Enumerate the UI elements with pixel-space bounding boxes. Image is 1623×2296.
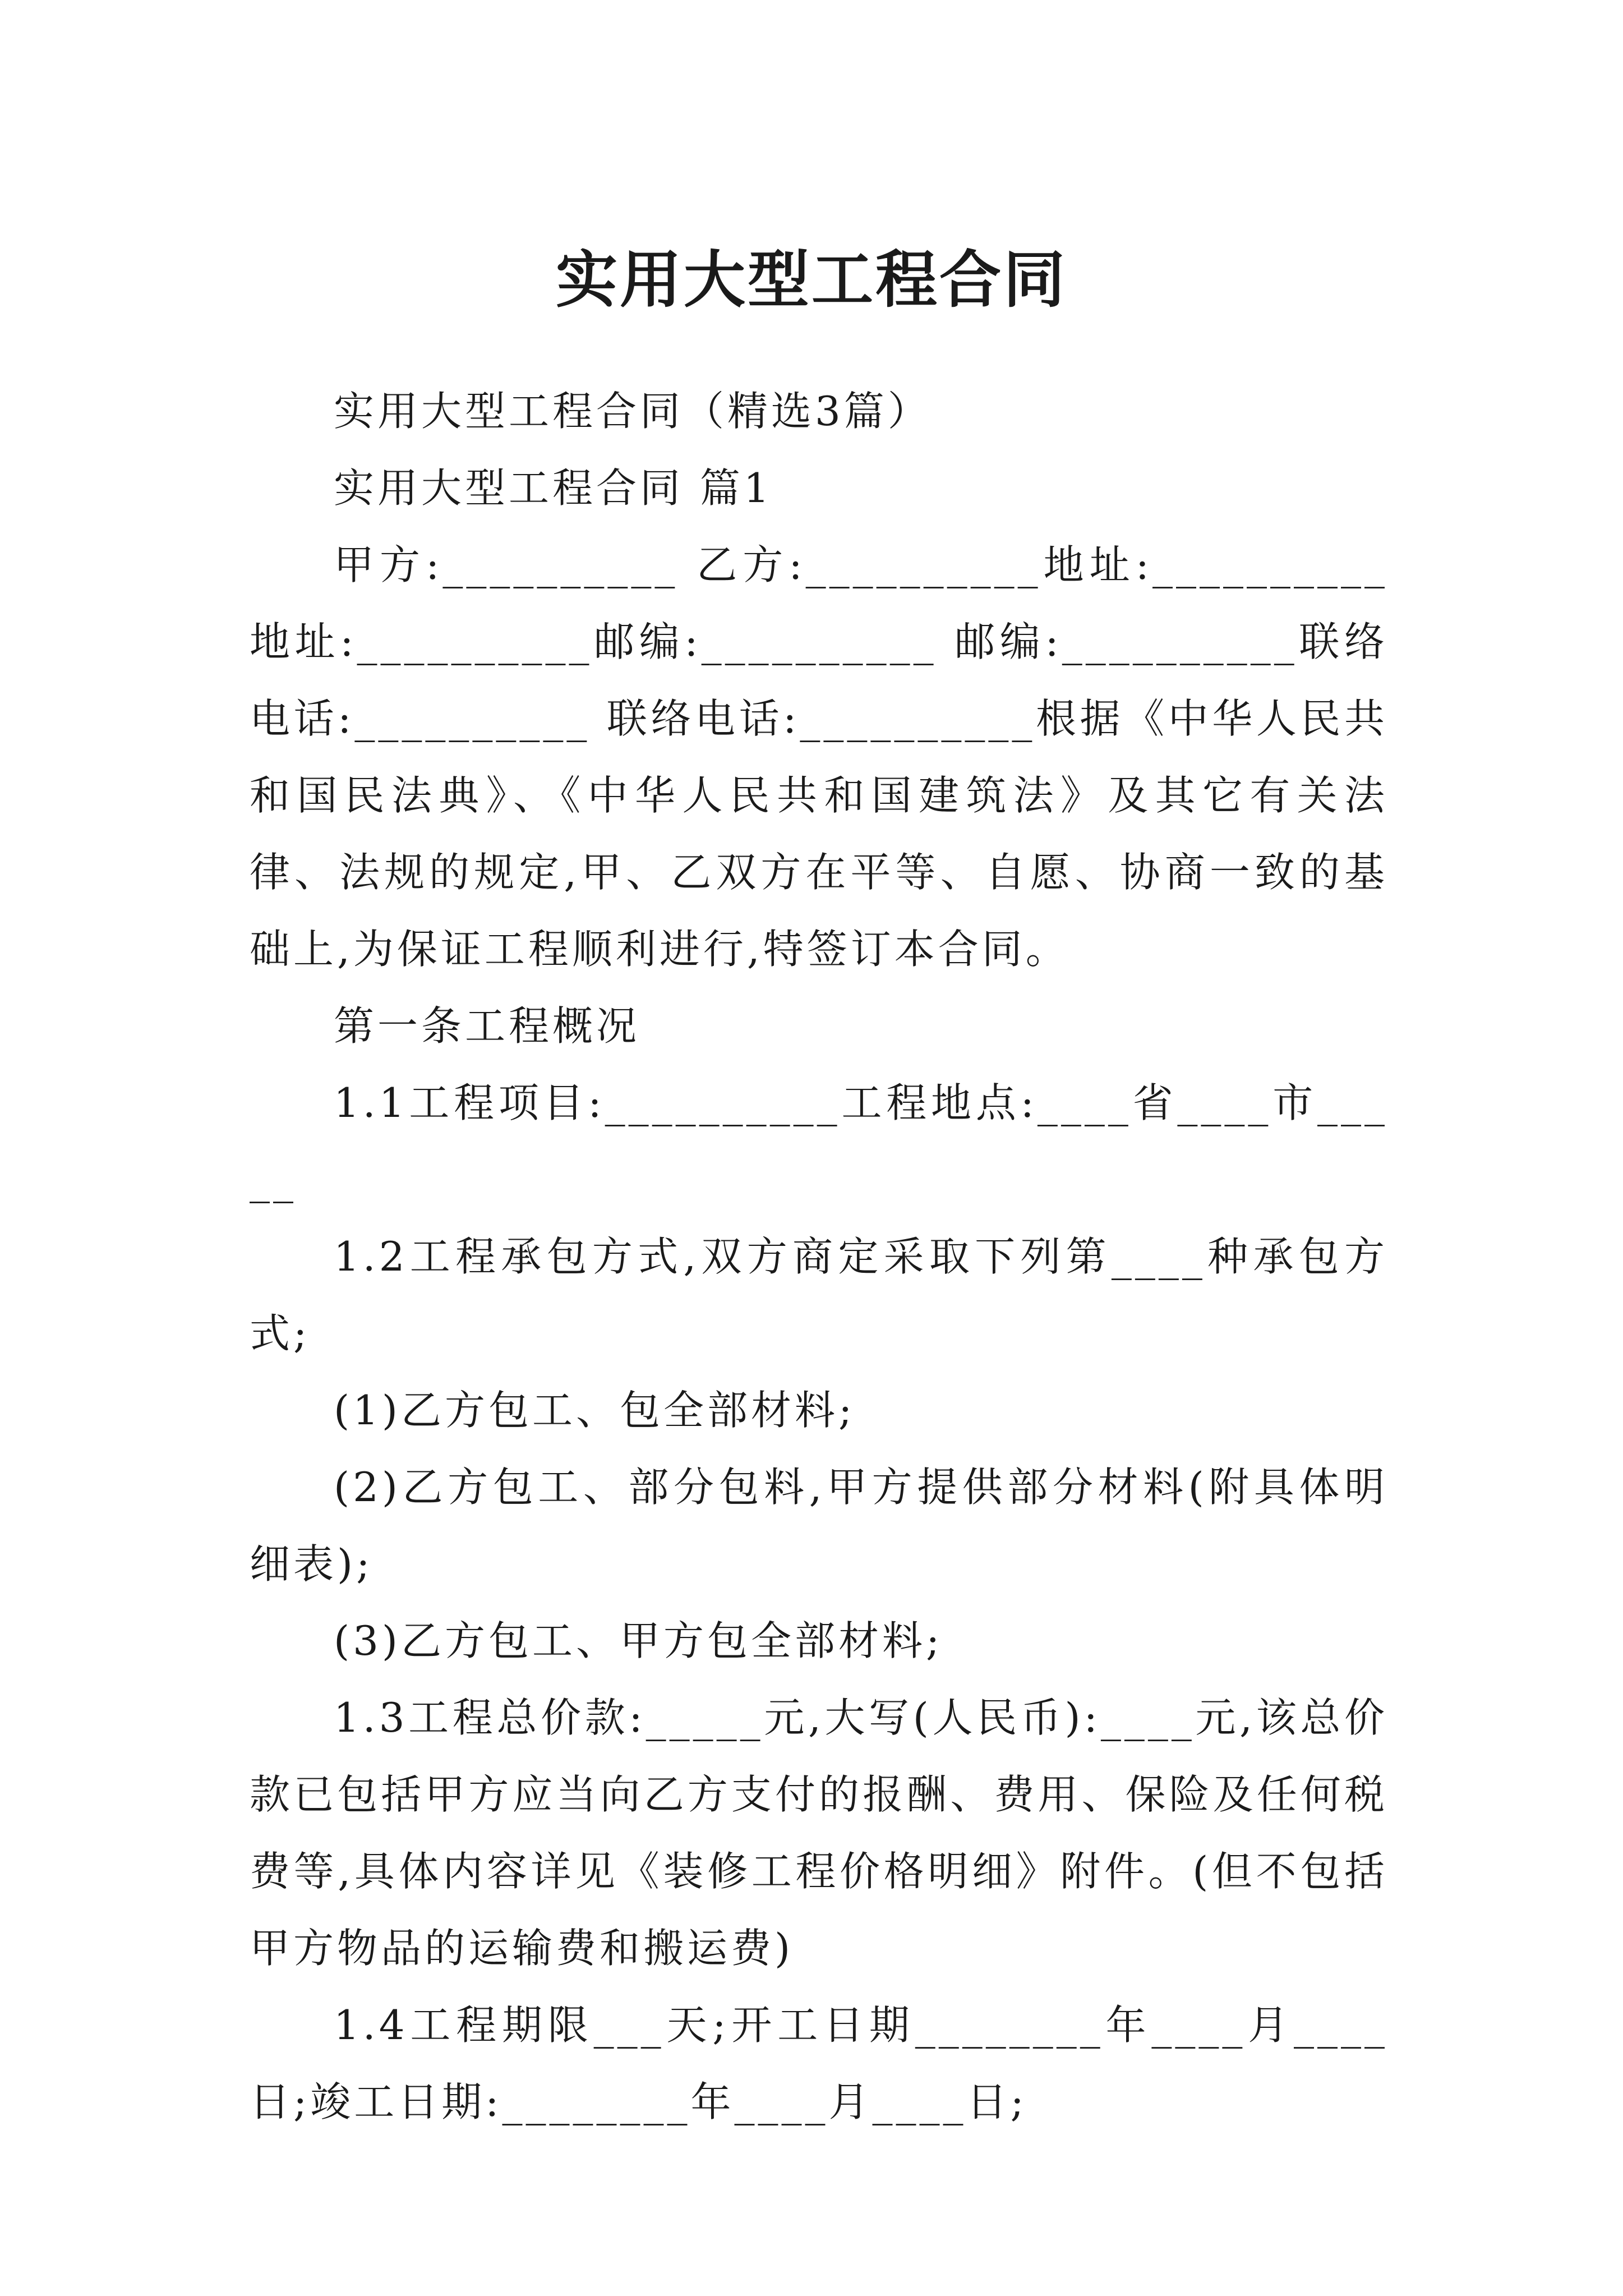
paragraph-parties: 甲方:__________ 乙方:__________地址:__________地址:__________邮编:__________ 邮编:__________联络电话:__________ 联络电话:__________根据《中华人民共和国民法典》、《中华人民共和国建筑法》及其它有关法律、法规的规定,甲、乙双方在平等、自愿、协商一致的基础上,为保证工程顺利进行,特签订本合同。	[250, 541, 1388, 973]
paragraph-clause-1-1: 1.1工程项目:__________工程地点:____省____市_____	[250, 1079, 1388, 1203]
paragraph-option-2: (2)乙方包工、部分包料,甲方提供部分材料(附具体明细表);	[250, 1464, 1388, 1588]
paragraph-subtitle: 实用大型工程合同（精选3篇）	[334, 388, 932, 435]
paragraph-clause-1-2: 1.2工程承包方式,双方商定采取下列第____种承包方式;	[250, 1233, 1388, 1357]
paragraph-section-heading: 实用大型工程合同 篇1	[334, 464, 773, 512]
paragraph-article-one-heading: 第一条工程概况	[334, 1002, 640, 1050]
paragraph-clause-1-4: 1.4工程期限___天;开工日期________年____月____日;竣工日期:________年____月____日;	[250, 2001, 1388, 2125]
document-body	[250, 373, 1388, 2141]
paragraph-option-3: (3)乙方包工、甲方包全部材料;	[334, 1617, 943, 1664]
paragraph-clause-1-3: 1.3工程总价款:_____元,大写(人民币):____元,该总价款已包括甲方应当向乙方支付的报酬、费用、保险及任何税费等,具体内容详见《装修工程价格明细》附件。(但不包括甲方物品的运输费和搬运费)	[250, 1694, 1388, 1972]
document-title: 实用大型工程合同	[556, 243, 1067, 316]
paragraph-option-1: (1)乙方包工、包全部材料;	[334, 1387, 856, 1434]
